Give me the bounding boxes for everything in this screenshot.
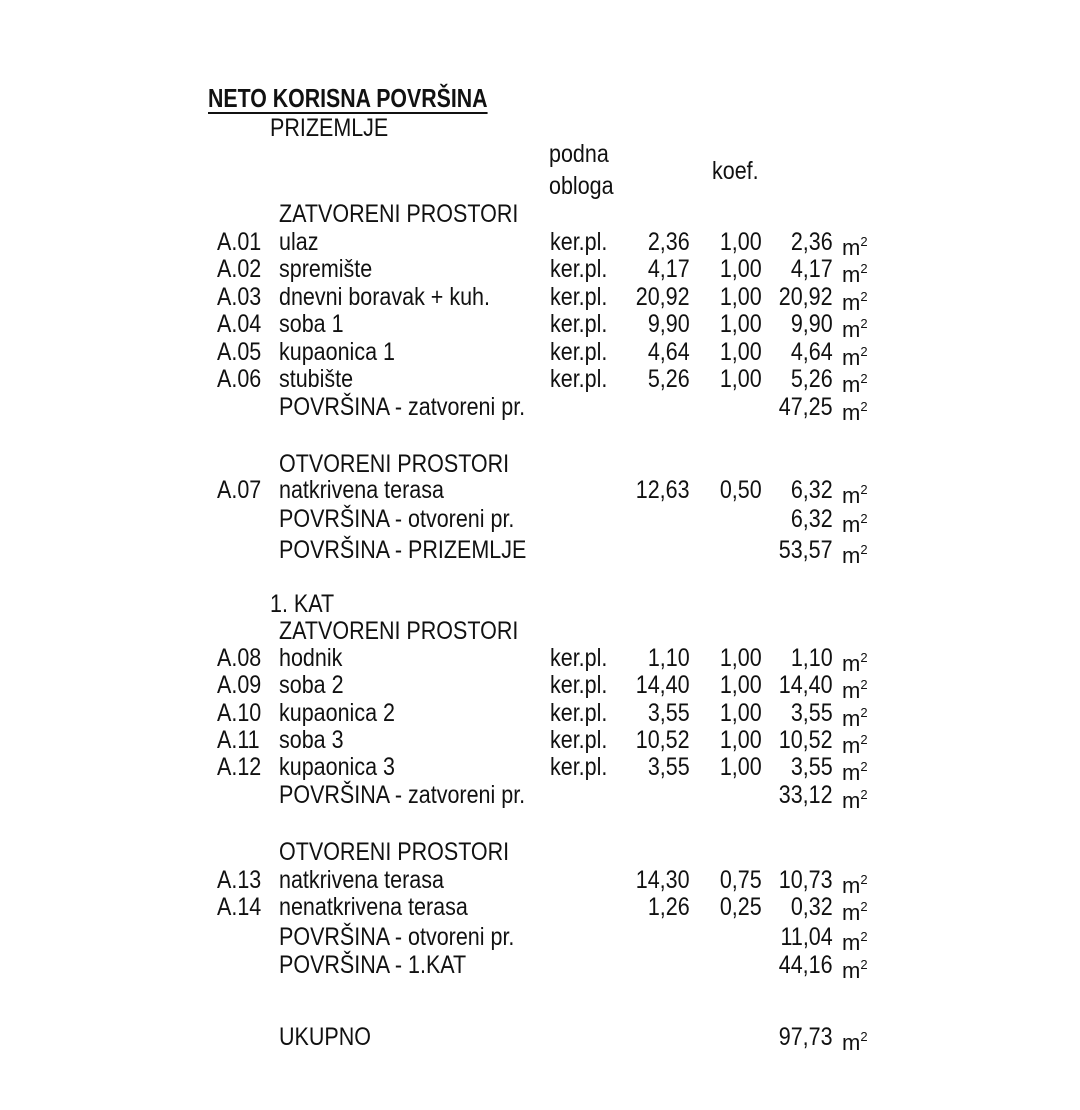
room-net-area: 9,90 (791, 310, 833, 339)
room-coefficient: 1,00 (720, 644, 762, 672)
unit-exponent: 2 (860, 399, 868, 414)
floor-covering: ker.pl. (550, 644, 608, 672)
floor-covering: ker.pl. (550, 671, 608, 700)
subtotal-open-first-label: POVRŠINA - otvoreni pr. (279, 923, 515, 951)
room-net-area: 2,36 (791, 228, 833, 256)
room-area: 4,17 (648, 255, 690, 284)
room-code: A.13 (217, 866, 262, 894)
room-area: 1,26 (648, 893, 690, 921)
room-code: A.04 (217, 310, 262, 339)
unit-letter: m (842, 262, 861, 288)
floor-covering: ker.pl. (550, 337, 608, 366)
total-first-floor-label: POVRŠINA - 1.KAT (279, 951, 467, 979)
room-coefficient: 1,00 (720, 725, 762, 754)
subtotal-open-ground-label: POVRŠINA - otvoreni pr. (279, 505, 515, 533)
room-code: A.12 (217, 753, 262, 782)
unit-exponent: 2 (860, 482, 868, 497)
unit-m2 (842, 536, 868, 570)
unit-letter: m (842, 400, 861, 425)
room-name: kupaonica 3 (279, 753, 395, 782)
room-coefficient: 1,00 (720, 365, 762, 393)
floor-label-ground: PRIZEMLJE (270, 114, 389, 142)
room-net-area: 20,92 (779, 282, 833, 311)
room-area: 12,63 (636, 476, 690, 504)
unit-exponent: 2 (860, 787, 868, 802)
unit-exponent: 2 (860, 704, 868, 720)
unit-exponent: 2 (860, 1029, 868, 1044)
header-floor-covering-2: obloga (549, 172, 614, 200)
room-name: stubište (279, 365, 354, 393)
room-coefficient: 1,00 (720, 337, 762, 366)
room-code: A.14 (217, 893, 262, 921)
room-code: A.09 (217, 671, 262, 700)
room-coefficient: 1,00 (720, 228, 762, 256)
room-coefficient: 0,75 (720, 866, 762, 894)
room-coefficient: 1,00 (720, 255, 762, 284)
room-name: natkrivena terasa (279, 476, 444, 504)
floor-covering: ker.pl. (550, 255, 608, 284)
room-net-area: 10,52 (779, 725, 833, 754)
room-code: A.02 (217, 255, 262, 284)
unit-exponent: 2 (860, 234, 868, 249)
room-area: 14,30 (636, 866, 690, 894)
floor-covering: ker.pl. (550, 753, 608, 782)
subtotal-closed-ground-label: POVRŠINA - zatvoreni pr. (279, 393, 526, 421)
room-area: 3,55 (648, 753, 690, 782)
room-coefficient: 1,00 (720, 753, 762, 782)
unit-letter: m (842, 344, 861, 370)
room-area: 3,55 (648, 698, 690, 727)
document-title: NETO KORISNA POVRŠINA (208, 83, 488, 113)
room-name: spremište (279, 255, 373, 284)
unit-letter: m (842, 873, 861, 898)
room-net-area: 3,55 (791, 753, 833, 782)
floor-covering: ker.pl. (550, 365, 608, 393)
unit-letter: m (842, 900, 861, 925)
room-code: A.01 (217, 228, 262, 256)
room-net-area: 4,64 (791, 337, 833, 366)
unit-exponent: 2 (860, 288, 868, 304)
unit-letter: m (842, 788, 861, 813)
room-name: dnevni boravak + kuh. (279, 282, 490, 311)
floor-covering: ker.pl. (550, 698, 608, 727)
grand-total-value: 97,73 (779, 1023, 833, 1051)
room-coefficient: 1,00 (720, 671, 762, 700)
unit-exponent: 2 (860, 511, 868, 526)
unit-letter: m (842, 483, 861, 508)
section-heading-closed: ZATVORENI PROSTORI (279, 200, 519, 228)
room-area: 2,36 (648, 228, 690, 256)
unit-exponent: 2 (860, 731, 868, 747)
unit-m2 (842, 393, 868, 427)
room-net-area: 5,26 (791, 365, 833, 393)
room-code: A.03 (217, 282, 262, 311)
room-area: 10,52 (636, 725, 690, 754)
total-first-floor-value: 44,16 (779, 951, 833, 979)
room-code: A.05 (217, 337, 262, 366)
unit-exponent: 2 (860, 872, 868, 887)
room-name: soba 2 (279, 671, 344, 700)
unit-exponent: 2 (860, 371, 868, 386)
room-area: 4,64 (648, 337, 690, 366)
room-net-area: 3,55 (791, 698, 833, 727)
unit-letter: m (842, 1030, 861, 1055)
room-name: kupaonica 2 (279, 698, 395, 727)
room-net-area: 0,32 (791, 893, 833, 921)
unit-letter: m (842, 705, 861, 731)
room-net-area: 1,10 (791, 644, 833, 672)
room-name: nenatkrivena terasa (279, 893, 468, 921)
subtotal-closed-ground-value: 47,25 (779, 393, 833, 421)
unit-letter: m (842, 930, 861, 955)
room-area: 20,92 (636, 282, 690, 311)
floor-label-first: 1. KAT (270, 590, 335, 618)
room-coefficient: 0,25 (720, 893, 762, 921)
unit-m2 (842, 893, 868, 927)
header-coefficient: koef. (712, 157, 759, 185)
unit-exponent: 2 (860, 542, 868, 557)
unit-letter: m (842, 651, 861, 676)
room-name: ulaz (279, 228, 319, 256)
room-net-area: 10,73 (779, 866, 833, 894)
unit-exponent: 2 (860, 957, 868, 972)
unit-m2 (842, 505, 868, 539)
unit-m2 (842, 781, 868, 815)
room-code: A.06 (217, 365, 262, 393)
unit-letter: m (842, 732, 861, 758)
room-coefficient: 1,00 (720, 698, 762, 727)
room-code: A.10 (217, 698, 262, 727)
unit-exponent: 2 (860, 261, 868, 277)
section-heading-closed: ZATVORENI PROSTORI (279, 617, 519, 645)
unit-m2 (842, 1023, 868, 1057)
section-heading-open: OTVORENI PROSTORI (279, 838, 510, 866)
unit-letter: m (842, 372, 861, 397)
room-coefficient: 1,00 (720, 310, 762, 339)
room-area: 14,40 (636, 671, 690, 700)
floor-covering: ker.pl. (550, 310, 608, 339)
unit-exponent: 2 (860, 316, 868, 332)
total-ground-floor-label: POVRŠINA - PRIZEMLJE (279, 536, 527, 564)
room-name: hodnik (279, 644, 343, 672)
subtotal-closed-first-label: POVRŠINA - zatvoreni pr. (279, 781, 526, 809)
room-net-area: 4,17 (791, 255, 833, 284)
floor-covering: ker.pl. (550, 282, 608, 311)
unit-letter: m (842, 958, 861, 983)
total-ground-floor-value: 53,57 (779, 536, 833, 564)
room-name: kupaonica 1 (279, 337, 395, 366)
room-coefficient: 1,00 (720, 282, 762, 311)
room-code: A.07 (217, 476, 262, 504)
floor-covering: ker.pl. (550, 725, 608, 754)
unit-letter: m (842, 289, 861, 315)
unit-letter: m (842, 235, 861, 260)
room-area: 1,10 (648, 644, 690, 672)
unit-m2 (842, 951, 868, 985)
subtotal-closed-first-value: 33,12 (779, 781, 833, 809)
unit-letter: m (842, 543, 861, 568)
unit-letter: m (842, 678, 861, 704)
room-coefficient: 0,50 (720, 476, 762, 504)
room-code: A.11 (217, 725, 260, 754)
unit-letter: m (842, 512, 861, 537)
unit-exponent: 2 (860, 650, 868, 665)
unit-letter: m (842, 317, 861, 343)
room-area: 5,26 (648, 365, 690, 393)
room-net-area: 6,32 (791, 476, 833, 504)
room-code: A.08 (217, 644, 262, 672)
unit-exponent: 2 (860, 929, 868, 944)
section-heading-open: OTVORENI PROSTORI (279, 450, 510, 478)
room-name: natkrivena terasa (279, 866, 444, 894)
floor-covering: ker.pl. (550, 228, 608, 256)
header-floor-covering-1: podna (549, 140, 609, 168)
room-name: soba 3 (279, 725, 344, 754)
unit-letter: m (842, 760, 861, 786)
unit-exponent: 2 (860, 759, 868, 775)
room-net-area: 14,40 (779, 671, 833, 700)
subtotal-open-first-value: 11,04 (780, 923, 833, 951)
room-area: 9,90 (648, 310, 690, 339)
room-name: soba 1 (279, 310, 344, 339)
unit-exponent: 2 (860, 343, 868, 359)
unit-exponent: 2 (860, 899, 868, 914)
subtotal-open-ground-value: 6,32 (791, 505, 833, 533)
grand-total-label: UKUPNO (279, 1023, 371, 1051)
unit-exponent: 2 (860, 677, 868, 693)
